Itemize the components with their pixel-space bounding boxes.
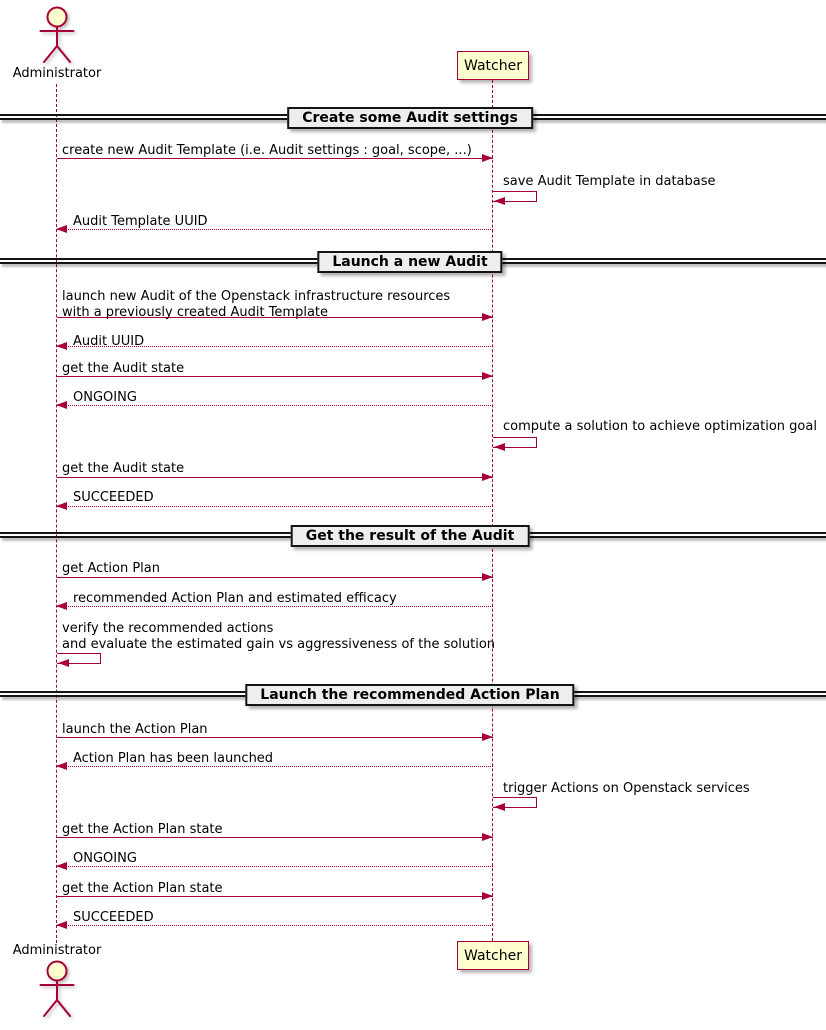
self-message-label	[503, 419, 817, 435]
message-line	[57, 477, 493, 478]
section-title: Launch a new Audit	[317, 251, 502, 273]
arrowhead-left	[56, 602, 67, 610]
watcher-label-top: Watcher	[464, 57, 522, 74]
watcher-participant-top	[457, 51, 529, 80]
message-line	[57, 158, 493, 159]
message-label	[62, 143, 472, 159]
message-text: save Audit Template in database	[503, 174, 716, 189]
arrowhead-right	[482, 573, 493, 581]
arrowhead-left	[494, 803, 505, 811]
message-label	[62, 461, 184, 477]
message-label	[73, 390, 137, 406]
administrator-label-top: Administrator	[12, 66, 102, 81]
return-message-line	[57, 346, 493, 347]
message-line	[57, 577, 493, 578]
watcher-participant-bottom	[457, 941, 529, 970]
arrowhead-left	[56, 762, 67, 770]
arrowhead-right	[482, 473, 493, 481]
message-text: create new Audit Template (i.e. Audit settings : goal, scope, ...)	[62, 143, 472, 158]
return-message-line	[57, 766, 493, 767]
watcher-label-bottom: Watcher	[464, 947, 522, 964]
message-text: trigger Actions on Openstack services	[503, 781, 750, 796]
message-text: launch new Audit of the Openstack infrastructure resources	[62, 289, 451, 304]
arrowhead-right	[482, 372, 493, 380]
message-text: with a previously created Audit Template	[62, 305, 329, 320]
arrowhead-left	[56, 921, 67, 929]
message-line	[57, 837, 493, 838]
arrowhead-right	[482, 154, 493, 162]
message-label	[73, 751, 273, 767]
section-title: Get the result of the Audit	[291, 525, 530, 547]
message-text: Audit UUID	[73, 334, 145, 349]
message-label	[62, 561, 160, 577]
self-message-label	[503, 174, 716, 190]
arrowhead-left	[56, 862, 67, 870]
message-line	[57, 376, 493, 377]
message-text: Action Plan has been launched	[73, 751, 274, 766]
message-text: get the Audit state	[62, 361, 185, 376]
section-title: Launch the recommended Action Plan	[245, 684, 574, 706]
message-text: ONGOING	[73, 851, 137, 866]
return-message-line	[57, 506, 493, 507]
message-label	[73, 334, 144, 350]
message-text: and evaluate the estimated gain vs aggressiveness of the solution	[62, 637, 496, 652]
arrowhead-right	[482, 892, 493, 900]
administrator-actor-icon-bottom	[37, 958, 77, 1026]
message-text: SUCCEEDED	[73, 910, 154, 925]
message-text: Audit Template UUID	[73, 214, 208, 229]
message-label	[73, 490, 154, 506]
arrowhead-right	[482, 733, 493, 741]
message-label	[73, 851, 137, 867]
message-text: get Action Plan	[62, 561, 160, 576]
message-label	[62, 881, 223, 897]
message-label	[62, 822, 223, 838]
message-text: get the Action Plan state	[62, 822, 223, 837]
message-label	[73, 910, 154, 926]
self-message-label	[62, 621, 495, 653]
message-label	[62, 722, 208, 738]
return-message-line	[57, 606, 493, 607]
message-line	[57, 317, 493, 318]
message-text: launch the Action Plan	[62, 722, 208, 737]
arrowhead-left	[58, 659, 69, 667]
message-text: get the Audit state	[62, 461, 185, 476]
arrowhead-left	[494, 197, 505, 205]
message-text: verify the recommended actions	[62, 621, 274, 636]
return-message-line	[57, 866, 493, 867]
self-message-label	[503, 781, 750, 797]
message-label	[73, 214, 208, 230]
section-title: Create some Audit settings	[287, 107, 533, 129]
message-label	[62, 361, 184, 377]
arrowhead-left	[56, 401, 67, 409]
message-text: SUCCEEDED	[73, 490, 154, 505]
message-text: ONGOING	[73, 390, 137, 405]
arrowhead-left	[494, 443, 505, 451]
message-line	[57, 737, 493, 738]
return-message-line	[57, 229, 493, 230]
administrator-lifeline	[56, 84, 57, 943]
message-label	[73, 591, 397, 607]
message-text: get the Action Plan state	[62, 881, 223, 896]
return-message-line	[57, 405, 493, 406]
administrator-actor-icon	[37, 4, 77, 72]
watcher-lifeline	[492, 80, 493, 941]
return-message-line	[57, 925, 493, 926]
arrowhead-left	[56, 502, 67, 510]
arrowhead-right	[482, 833, 493, 841]
arrowhead-right	[482, 313, 493, 321]
message-text: compute a solution to achieve optimization goal	[503, 419, 817, 434]
message-text: recommended Action Plan and estimated efficacy	[73, 591, 397, 606]
arrowhead-left	[56, 342, 67, 350]
administrator-label-bottom: Administrator	[12, 943, 102, 958]
message-line	[57, 896, 493, 897]
arrowhead-left	[56, 225, 67, 233]
